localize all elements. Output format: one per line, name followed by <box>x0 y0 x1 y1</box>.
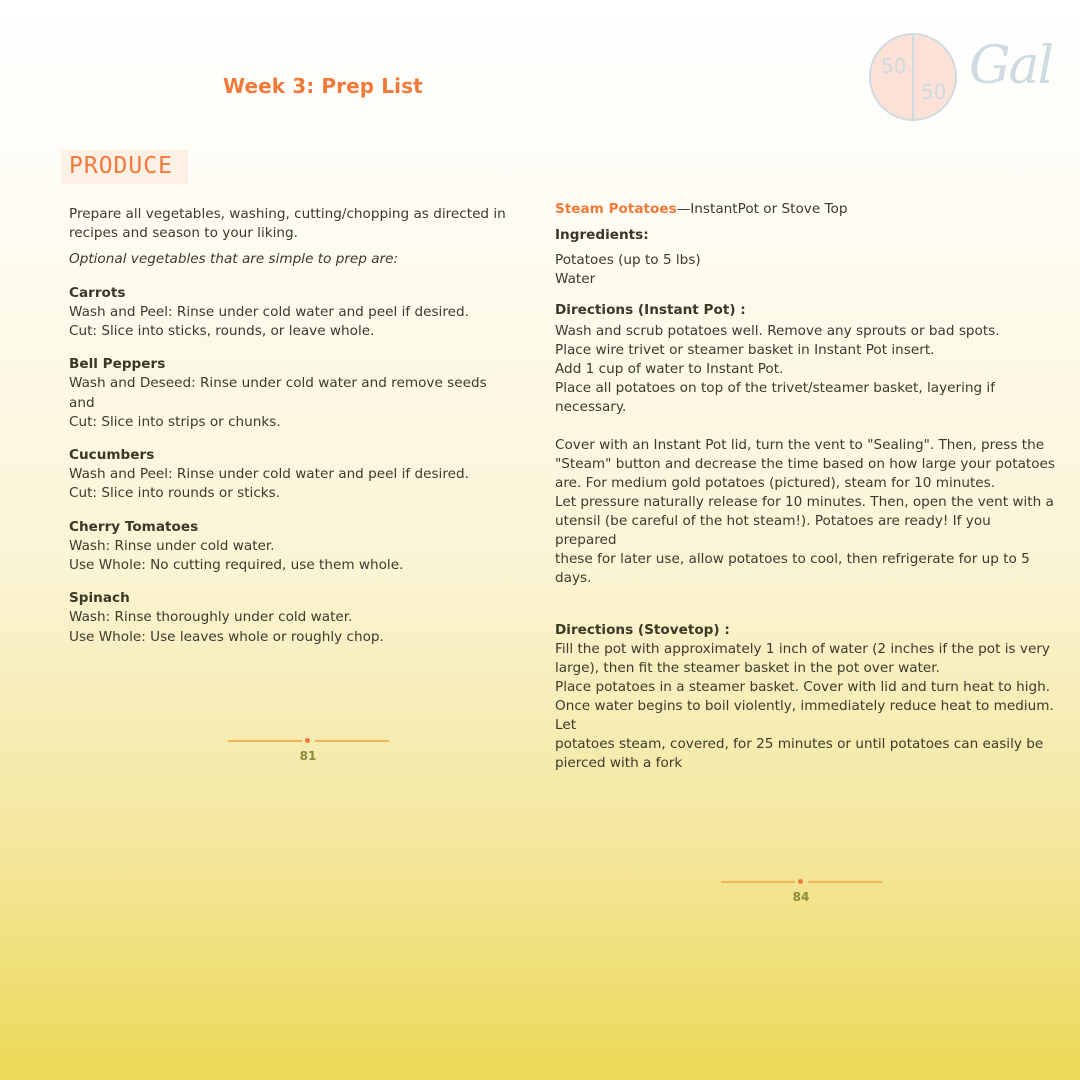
direction-line: Wash and scrub potatoes well. Remove any sprouts or bad spots. <box>555 323 1000 339</box>
vegetable-name: Cucumbers <box>69 447 155 464</box>
vegetable-step: Use Whole: No cutting required, use them whole. <box>69 557 404 574</box>
vegetable-step: Wash: Rinse thoroughly under cold water. <box>69 609 353 626</box>
stovetop-steps <box>555 640 1055 773</box>
direction-line: pierced with a fork <box>555 755 683 771</box>
ingredient-item: Water <box>555 271 596 287</box>
optional-note: Optional vegetables that are simple to prep are: <box>69 251 399 268</box>
logo-divider <box>912 33 914 121</box>
ornament-rule <box>808 881 882 883</box>
ornament-rule <box>315 740 389 742</box>
section-heading-label: PRODUCE <box>69 153 173 179</box>
direction-line: large), then fit the steamer basket in the pot over water. <box>555 660 940 676</box>
page-number-text: 81 <box>299 749 317 763</box>
page-number-right <box>719 876 883 912</box>
right-column <box>555 200 1055 773</box>
left-column <box>69 205 509 661</box>
intro-text: Prepare all vegetables, washing, cutting/chopping as directed in recipes and season to your liking. <box>69 206 506 242</box>
vegetable-item <box>69 518 509 576</box>
vegetable-item <box>69 589 509 647</box>
direction-line: Cover with an Instant Pot lid, turn the vent to "Sealing". Then, press the <box>555 437 1045 453</box>
direction-line: Place all potatoes on top of the trivet/steamer basket, layering if necessary. <box>555 380 995 415</box>
vegetable-item <box>69 446 509 504</box>
ingredients-list <box>555 251 1055 289</box>
instant-pot-heading: Directions (Instant Pot) : <box>555 302 746 318</box>
direction-line: these for later use, allow potatoes to cool, then refrigerate for up to 5 days. <box>555 551 1030 586</box>
logo-number-bottom: 50 <box>921 80 947 104</box>
direction-line: "Steam" button and decrease the time based on how large your potatoes <box>555 456 1055 472</box>
page-number-left <box>226 735 390 771</box>
direction-line: potatoes steam, covered, for 25 minutes or until potatoes can easily be <box>555 736 1044 752</box>
vegetable-step: Cut: Slice into strips or chunks. <box>69 413 281 430</box>
recipe-method: —InstantPot or Stove Top <box>676 201 848 217</box>
ingredients-heading: Ingredients: <box>555 227 649 243</box>
direction-line: are. For medium gold potatoes (pictured), steam for 10 minutes. <box>555 475 996 491</box>
ornament-rule <box>228 740 302 742</box>
vegetable-step: Cut: Slice into sticks, rounds, or leave whole. <box>69 323 375 340</box>
vegetable-step: Wash: Rinse under cold water. <box>69 537 275 554</box>
direction-line: Let pressure naturally release for 10 minutes. Then, open the vent with a <box>555 494 1054 510</box>
ingredient-item: Potatoes (up to 5 lbs) <box>555 252 701 268</box>
page-title: Week 3: Prep List <box>223 74 423 98</box>
page-number-text: 84 <box>792 890 810 904</box>
logo-number-top: 50 <box>881 54 907 78</box>
direction-line: utensil (be careful of the hot steam!). Potatoes are ready! If you prepared <box>555 513 991 548</box>
vegetable-step: Wash and Peel: Rinse under cold water and peel if desired. <box>69 303 469 320</box>
instant-pot-steps <box>555 322 1055 417</box>
direction-line: Fill the pot with approximately 1 inch of water (2 inches if the pot is very <box>555 641 1050 657</box>
direction-line: Place wire trivet or steamer basket in Instant Pot insert. <box>555 342 935 358</box>
vegetable-step: Wash and Peel: Rinse under cold water and peel if desired. <box>69 466 469 483</box>
vegetable-name: Carrots <box>69 284 126 301</box>
stovetop-heading: Directions (Stovetop) : <box>555 622 730 638</box>
direction-line: Place potatoes in a steamer basket. Cover with lid and turn heat to high. <box>555 679 1051 695</box>
vegetable-step: Use Whole: Use leaves whole or roughly chop. <box>69 628 384 645</box>
ornament-dot-icon <box>798 879 803 884</box>
section-heading <box>62 150 188 184</box>
instant-pot-steps-continued <box>555 436 1055 588</box>
vegetable-name: Bell Peppers <box>69 356 166 373</box>
recipe-heading <box>555 200 1055 219</box>
vegetable-item <box>69 284 509 342</box>
ornament-rule <box>721 881 795 883</box>
direction-line: Once water begins to boil violently, immediately reduce heat to medium. Let <box>555 698 1054 733</box>
recipe-name: Steam Potatoes <box>555 201 677 217</box>
ornament-dot-icon <box>305 738 310 743</box>
vegetable-item <box>69 355 509 432</box>
direction-line: Add 1 cup of water to Instant Pot. <box>555 361 784 377</box>
vegetable-name: Spinach <box>69 590 130 607</box>
logo-script-text: Gal <box>969 36 1053 96</box>
vegetable-name: Cherry Tomatoes <box>69 518 199 535</box>
vegetable-step: Cut: Slice into rounds or sticks. <box>69 485 281 502</box>
brand-logo <box>865 30 1053 130</box>
vegetable-step: Wash and Deseed: Rinse under cold water and remove seeds and <box>69 375 487 411</box>
